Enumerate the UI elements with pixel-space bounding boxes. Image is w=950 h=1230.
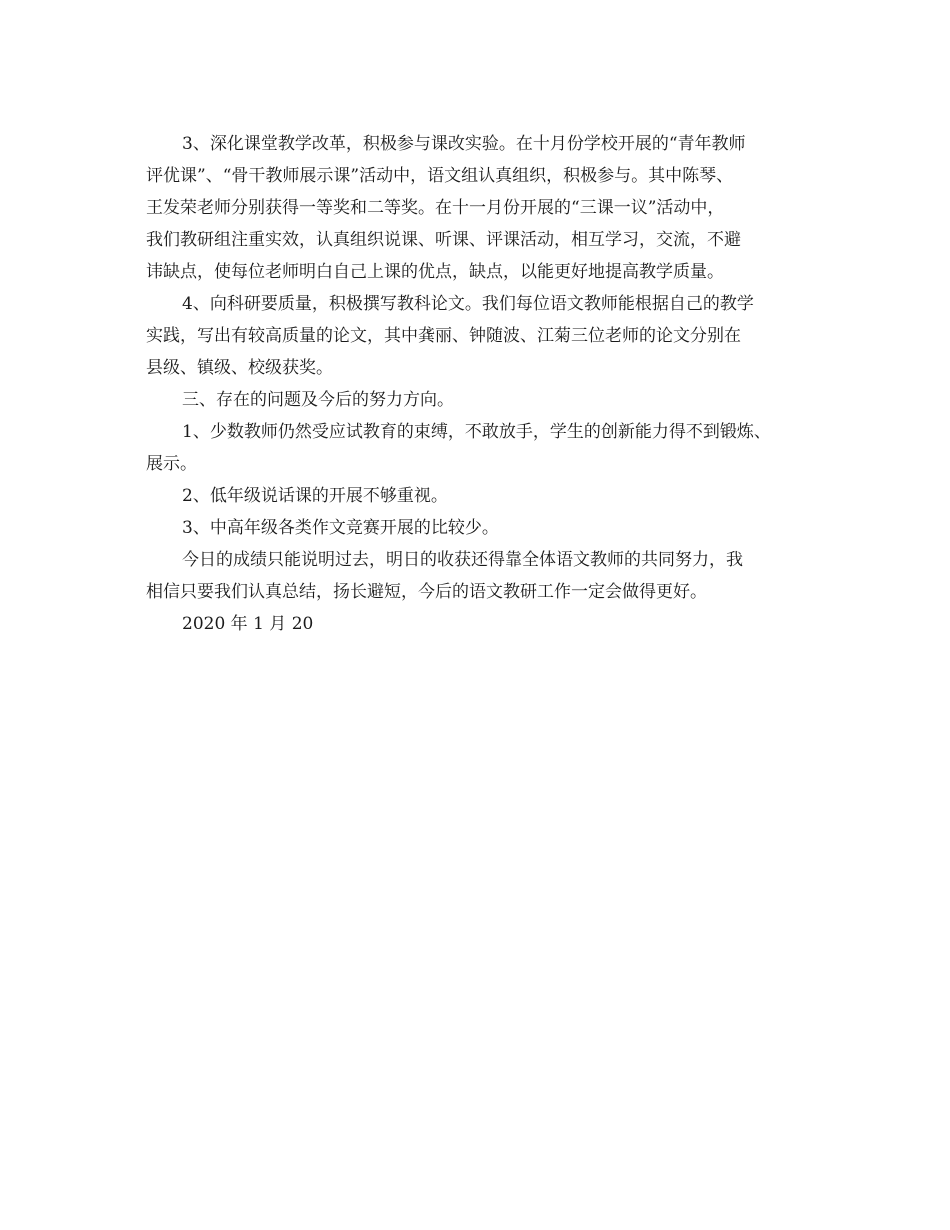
document-date: 2020 年 1 月 20	[182, 614, 314, 634]
section-heading-problems: 三、存在的问题及今后的努力方向。	[182, 390, 454, 410]
problem-2: 2、低年级说话课的开展不够重视。	[182, 486, 448, 506]
document-body	[146, 128, 818, 640]
paragraph-3-line-1: 3、深化课堂教学改革，积极参与课改实验。在十月份学校开展的“青年教师	[182, 134, 746, 154]
paragraph-4-line-3: 县级、镇级、校级获奖。	[146, 358, 333, 378]
paragraph-3-line-4: 我们教研组注重实效，认真组织说课、听课、评课活动，相互学习，交流，不避	[146, 230, 741, 250]
conclusion-line-2: 相信只要我们认真总结，扬长避短，今后的语文教研工作一定会做得更好。	[146, 582, 707, 602]
problem-3: 3、中高年级各类作文竞赛开展的比较少。	[182, 518, 499, 538]
paragraph-4-line-2: 实践，写出有较高质量的论文，其中龚丽、钟随波、江菊三位老师的论文分别在	[146, 326, 741, 346]
problem-1-line-1: 1、少数教师仍然受应试教育的束缚，不敢放手，学生的创新能力得不到锻炼、	[182, 422, 771, 442]
paragraph-3-line-2: 评优课”、“骨干教师展示课”活动中，语文组认真组织，积极参与。其中陈琴、	[146, 166, 734, 186]
paragraph-3-line-3: 王发荣老师分别获得一等奖和二等奖。在十一月份开展的“三课一议”活动中，	[146, 198, 725, 218]
paragraph-4-line-1: 4、向科研要质量，积极撰写教科论文。我们每位语文教师能根据自己的教学	[182, 294, 754, 314]
problem-1-line-2: 展示。	[146, 454, 197, 474]
conclusion-line-1: 今日的成绩只能说明过去，明日的收获还得靠全体语文教师的共同努力，我	[182, 550, 743, 570]
paragraph-3-line-5: 讳缺点，使每位老师明白自己上课的优点，缺点，以能更好地提高教学质量。	[146, 262, 724, 282]
